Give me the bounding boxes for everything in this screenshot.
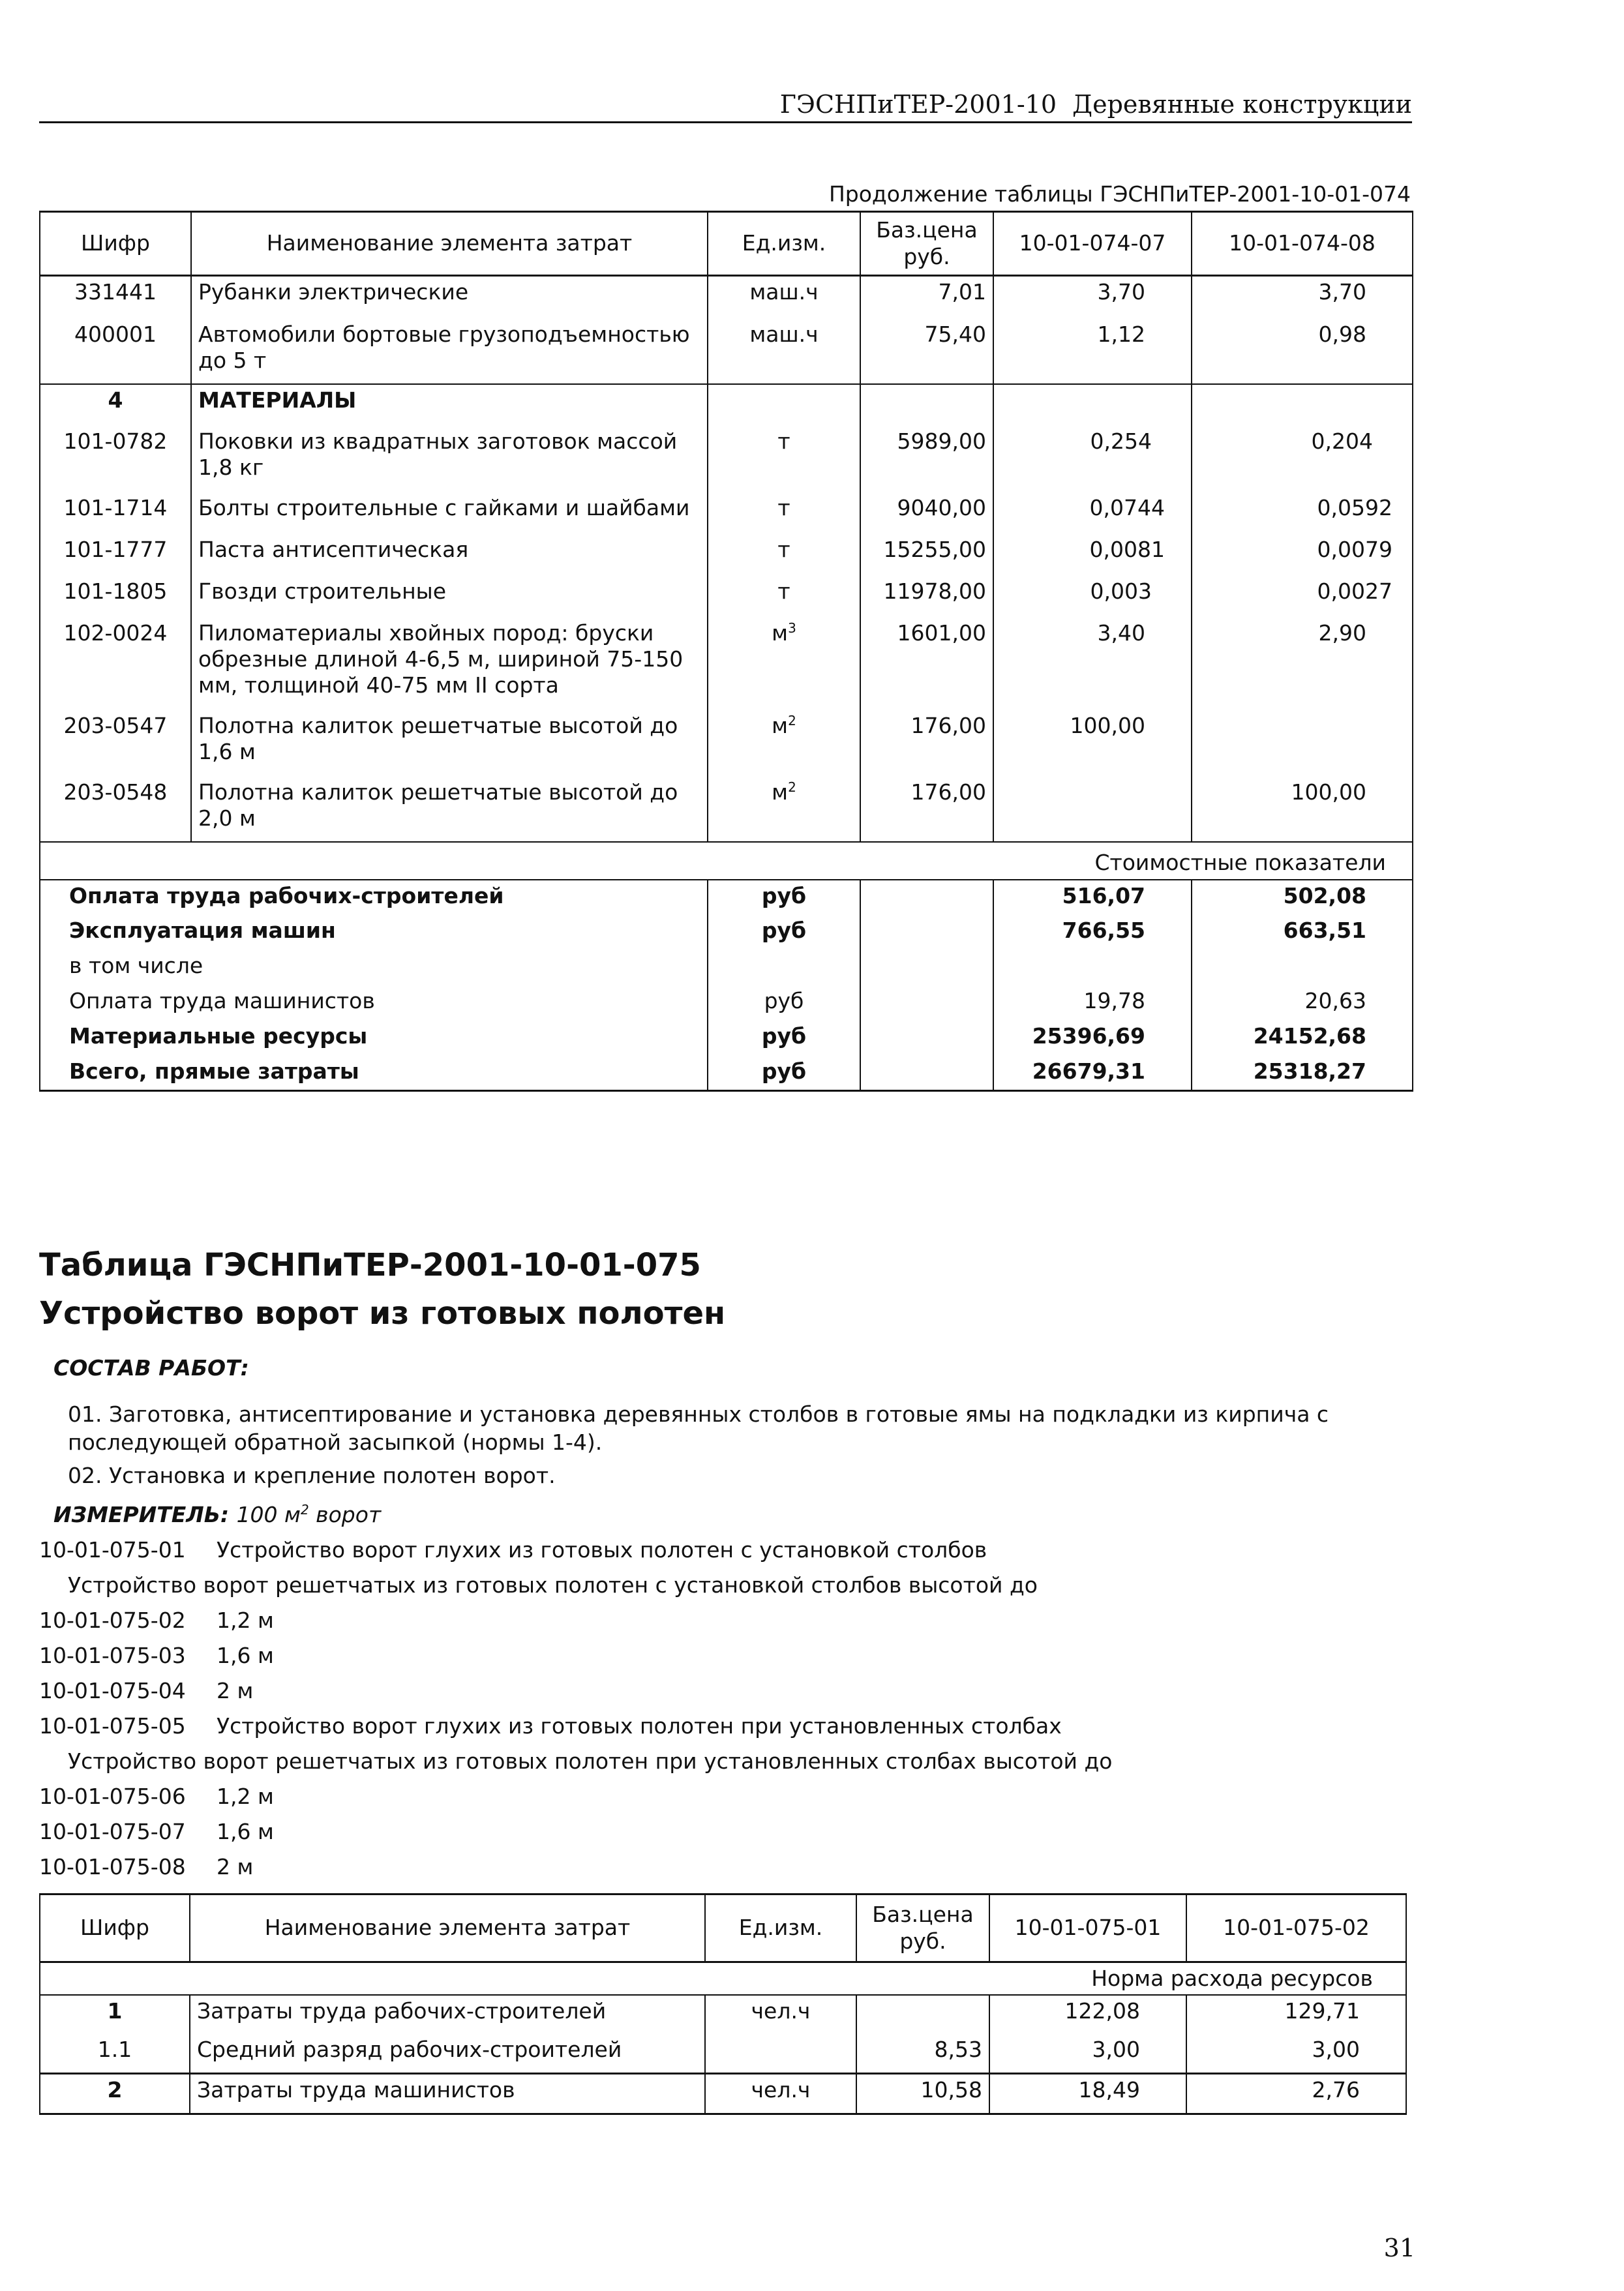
cost-unit: руб [708, 915, 860, 950]
cell-unit [708, 777, 860, 842]
norm-text: 1,2 м [217, 1608, 274, 1633]
cell-code: 101-1777 [40, 534, 191, 576]
table-row [40, 710, 1413, 777]
table-row [40, 618, 1413, 710]
cost-value-2: 24152,68 [1192, 1021, 1413, 1056]
cell-value-2: 3,70 [1192, 276, 1413, 319]
cost-label: Оплата труда машинистов [40, 985, 708, 1021]
cell-value-1: 100,00 [993, 710, 1192, 777]
cell-value-2: 0,98 [1192, 319, 1413, 384]
work-item-1 [68, 1401, 1346, 1457]
cell-value-2: 0,0027 [1192, 576, 1413, 618]
norm-item [39, 1854, 253, 1879]
cell-value-2 [1192, 710, 1413, 777]
norm-code: 10-01-075-04 [39, 1678, 186, 1703]
cell-value-2: 100,00 [1192, 777, 1413, 842]
cell-code: 203-0548 [40, 777, 191, 842]
cell-name: МАТЕРИАЛЫ [191, 384, 708, 426]
norm-text: 1,6 м [217, 1643, 274, 1668]
norm-text: 1,2 м [217, 1784, 274, 1809]
norm-text: Устройство ворот решетчатых из готовых полотен при установленных столбах высотой до [68, 1748, 1113, 1774]
cost-label: Материальные ресурсы [40, 1021, 708, 1056]
table-row [40, 777, 1413, 842]
norm-code: 10-01-075-03 [39, 1643, 186, 1668]
cell-price: 8,53 [856, 2034, 989, 2073]
cost-row [40, 880, 1413, 915]
header-code: Шифр [40, 1894, 190, 1962]
norm-group-heading [68, 1572, 1038, 1598]
cost-value-1: 26679,31 [993, 1056, 1192, 1091]
unit-superscript: 2 [788, 712, 796, 728]
unit-superscript: 2 [788, 779, 796, 795]
header-unit: Ед.изм. [708, 212, 860, 276]
norm-group-heading [68, 1748, 1112, 1774]
norm-item [39, 1643, 274, 1668]
cell-code: 101-0782 [40, 426, 191, 492]
section-row-materials [40, 384, 1413, 426]
meter-superscript: 2 [300, 1502, 309, 1518]
table-row [40, 534, 1413, 576]
cost-caption: Стоимостные показатели [40, 842, 1413, 880]
cell-code: 101-1805 [40, 576, 191, 618]
cell-name: Поковки из квадратных заготовок массой 1,8 кг [191, 426, 708, 492]
cell-code: 101-1714 [40, 492, 191, 534]
cell-value-1 [993, 384, 1192, 426]
cell-price: 15255,00 [860, 534, 993, 576]
table-row [40, 426, 1413, 492]
composition-heading: СОСТАВ РАБОТ: [53, 1355, 249, 1381]
cost-row [40, 1021, 1413, 1056]
cost-unit: руб [708, 880, 860, 915]
cell-price: 10,58 [856, 2073, 989, 2114]
table-row [40, 2073, 1406, 2114]
norm-code: 10-01-075-05 [39, 1713, 186, 1739]
header-norm-02: 10-01-075-02 [1186, 1894, 1406, 1962]
cell-value-1 [993, 777, 1192, 842]
cost-price [860, 950, 993, 985]
cost-price [860, 1056, 993, 1091]
cost-value-2: 502,08 [1192, 880, 1413, 915]
cost-price [860, 1021, 993, 1056]
cost-label: в том числе [40, 950, 708, 985]
norm-item [39, 1608, 274, 1633]
cell-name: Полотна калиток решетчатые высотой до 1,6 м [191, 710, 708, 777]
cell-name: Паста антисептическая [191, 534, 708, 576]
header-name: Наименование элемента затрат [190, 1894, 705, 1962]
cell-unit [708, 384, 860, 426]
running-header [39, 80, 1412, 123]
cost-price [860, 915, 993, 950]
cell-unit [708, 618, 860, 710]
table-continuation-caption: Продолжение таблицы ГЭСНПиТЕР-2001-10-01-074 [828, 181, 1411, 207]
cell-code: 2 [40, 2073, 190, 2114]
cell-value-2 [1192, 384, 1413, 426]
cell-name: Средний разряд рабочих-строителей [190, 2034, 705, 2073]
cost-value-2: 25318,27 [1192, 1056, 1413, 1091]
cell-value-1: 18,49 [989, 2073, 1186, 2114]
cell-unit: чел.ч [705, 2073, 856, 2114]
norm-text: 2 м [217, 1854, 254, 1879]
work-item-1-line-2: последующей обратной засыпкой (нормы 1-4). [68, 1429, 603, 1455]
cell-value-1: 0,0081 [993, 534, 1192, 576]
header-unit: Ед.изм. [705, 1894, 856, 1962]
table-row [40, 576, 1413, 618]
cell-price: 176,00 [860, 710, 993, 777]
norm-item [39, 1537, 987, 1563]
cell-unit: маш.ч [708, 319, 860, 384]
header-price: Баз.цена руб. [856, 1894, 989, 1962]
norm-caption-row [40, 1962, 1406, 1996]
table-row [40, 492, 1413, 534]
cell-code: 102-0024 [40, 618, 191, 710]
table-title: Таблица ГЭСНПиТЕР-2001-10-01-075 [39, 1247, 701, 1283]
cost-value-1: 25396,69 [993, 1021, 1192, 1056]
norm-text: Устройство ворот глухих из готовых полотен с установкой столбов [217, 1537, 987, 1563]
cell-name: Болты строительные с гайками и шайбами [191, 492, 708, 534]
cell-value-2: 2,90 [1192, 618, 1413, 710]
cell-name: Затраты труда машинистов [190, 2073, 705, 2114]
cell-unit: т [708, 576, 860, 618]
cell-unit: т [708, 426, 860, 492]
cell-price [860, 384, 993, 426]
cell-value-2: 3,00 [1186, 2034, 1406, 2073]
cell-unit: т [708, 492, 860, 534]
cell-price: 11978,00 [860, 576, 993, 618]
norm-item [39, 1713, 1062, 1739]
norm-text: 1,6 м [217, 1819, 274, 1844]
cost-row-total [40, 1056, 1413, 1091]
norm-text: Устройство ворот глухих из готовых полотен при установленных столбах [217, 1713, 1062, 1739]
cost-price [860, 985, 993, 1021]
cost-label: Всего, прямые затраты [40, 1056, 708, 1091]
cost-unit [708, 950, 860, 985]
resource-table-074 [39, 211, 1413, 1092]
cell-price: 5989,00 [860, 426, 993, 492]
table-header-row [40, 212, 1413, 276]
norm-code: 10-01-075-08 [39, 1854, 186, 1879]
cell-value-1: 0,254 [993, 426, 1192, 492]
header-norm-01: 10-01-075-01 [989, 1894, 1186, 1962]
cost-value-2: 20,63 [1192, 985, 1413, 1021]
cell-value-1: 0,003 [993, 576, 1192, 618]
cost-caption-row [40, 842, 1413, 880]
norm-caption: Норма расхода ресурсов [40, 1962, 1406, 1996]
header-norm-07: 10-01-074-07 [993, 212, 1192, 276]
header-name: Наименование элемента затрат [191, 212, 708, 276]
meter-label: ИЗМЕРИТЕЛЬ: [53, 1502, 230, 1527]
cell-unit: маш.ч [708, 276, 860, 319]
cell-name: Полотна калиток решетчатые высотой до 2,0 м [191, 777, 708, 842]
cell-price: 176,00 [860, 777, 993, 842]
cell-unit: т [708, 534, 860, 576]
cell-code: 4 [40, 384, 191, 426]
cost-value-1: 766,55 [993, 915, 1192, 950]
norm-item [39, 1678, 253, 1703]
cell-price: 75,40 [860, 319, 993, 384]
cell-value-2: 0,0079 [1192, 534, 1413, 576]
cell-value-2: 2,76 [1186, 2073, 1406, 2114]
cell-name: Затраты труда рабочих-строителей [190, 1995, 705, 2034]
table-subtitle: Устройство ворот из готовых полотен [39, 1295, 726, 1332]
cell-value-1: 3,00 [989, 2034, 1186, 2073]
table-row [40, 319, 1413, 384]
cell-value-2: 0,204 [1192, 426, 1413, 492]
cell-code: 1.1 [40, 2034, 190, 2073]
cell-price: 1601,00 [860, 618, 993, 710]
norm-code: 10-01-075-01 [39, 1537, 186, 1563]
table-row [40, 276, 1413, 319]
norm-text: 2 м [217, 1678, 254, 1703]
meter-line [53, 1502, 381, 1527]
cell-value-1: 3,40 [993, 618, 1192, 710]
cost-unit: руб [708, 1021, 860, 1056]
cell-value-1: 3,70 [993, 276, 1192, 319]
cell-code: 1 [40, 1995, 190, 2034]
norm-item [39, 1784, 274, 1809]
table-row [40, 1995, 1406, 2034]
cost-row [40, 915, 1413, 950]
cost-value-1: 516,07 [993, 880, 1192, 915]
cell-name: Автомобили бортовые грузоподъемностью до 5 т [191, 319, 708, 384]
table-header-row [40, 1894, 1406, 1962]
unit-superscript: 3 [788, 620, 796, 636]
meter-value [237, 1502, 382, 1527]
norm-item [39, 1819, 274, 1844]
meter-value-text: 100 м [236, 1502, 301, 1527]
unit-text: м [772, 712, 789, 738]
cost-unit: руб [708, 1056, 860, 1091]
cell-value-2: 129,71 [1186, 1995, 1406, 2034]
unit-text: м [772, 620, 789, 646]
cell-unit [705, 2034, 856, 2073]
norm-code: 10-01-075-06 [39, 1784, 186, 1809]
page-number: 31 [1383, 2234, 1415, 2262]
cost-label: Оплата труда рабочих-строителей [40, 880, 708, 915]
cell-unit: чел.ч [705, 1995, 856, 2034]
work-item-2: 02. Установка и крепление полотен ворот. [68, 1463, 556, 1488]
table-row [40, 2034, 1406, 2073]
cell-code: 400001 [40, 319, 191, 384]
meter-tail: ворот [308, 1502, 382, 1527]
cost-unit: руб [708, 985, 860, 1021]
cell-name: Гвозди строительные [191, 576, 708, 618]
cost-row [40, 950, 1413, 985]
cost-value-2 [1192, 950, 1413, 985]
header-code: Шифр [40, 212, 191, 276]
cost-value-1: 19,78 [993, 985, 1192, 1021]
norm-text: Устройство ворот решетчатых из готовых полотен с установкой столбов высотой до [68, 1572, 1038, 1598]
cost-row [40, 985, 1413, 1021]
work-item-1-line-1: 01. Заготовка, антисептирование и установка деревянных столбов в готовые ямы на подкладки из кирпича с [68, 1401, 1329, 1427]
cell-code: 331441 [40, 276, 191, 319]
norm-code: 10-01-075-02 [39, 1608, 186, 1633]
cost-value-1 [993, 950, 1192, 985]
unit-text: м [772, 779, 789, 805]
running-header-text: ГЭСНПиТЕР-2001-10 Деревянные конструкции [779, 90, 1412, 119]
cell-value-1: 0,0744 [993, 492, 1192, 534]
cell-value-2: 0,0592 [1192, 492, 1413, 534]
norm-code: 10-01-075-07 [39, 1819, 186, 1844]
cost-label: Эксплуатация машин [40, 915, 708, 950]
cell-value-1: 1,12 [993, 319, 1192, 384]
cell-price: 7,01 [860, 276, 993, 319]
resource-table-075 [39, 1893, 1407, 2115]
cost-price [860, 880, 993, 915]
cost-value-2: 663,51 [1192, 915, 1413, 950]
header-price: Баз.цена руб. [860, 212, 993, 276]
cell-value-1: 122,08 [989, 1995, 1186, 2034]
cell-price [856, 1995, 989, 2034]
cell-code: 203-0547 [40, 710, 191, 777]
cell-name: Пиломатериалы хвойных пород: бруски обрезные длиной 4-6,5 м, шириной 75-150 мм, толщиной 40-75 мм II сорта [191, 618, 708, 710]
cell-unit [708, 710, 860, 777]
header-norm-08: 10-01-074-08 [1192, 212, 1413, 276]
cell-price: 9040,00 [860, 492, 993, 534]
cell-name: Рубанки электрические [191, 276, 708, 319]
